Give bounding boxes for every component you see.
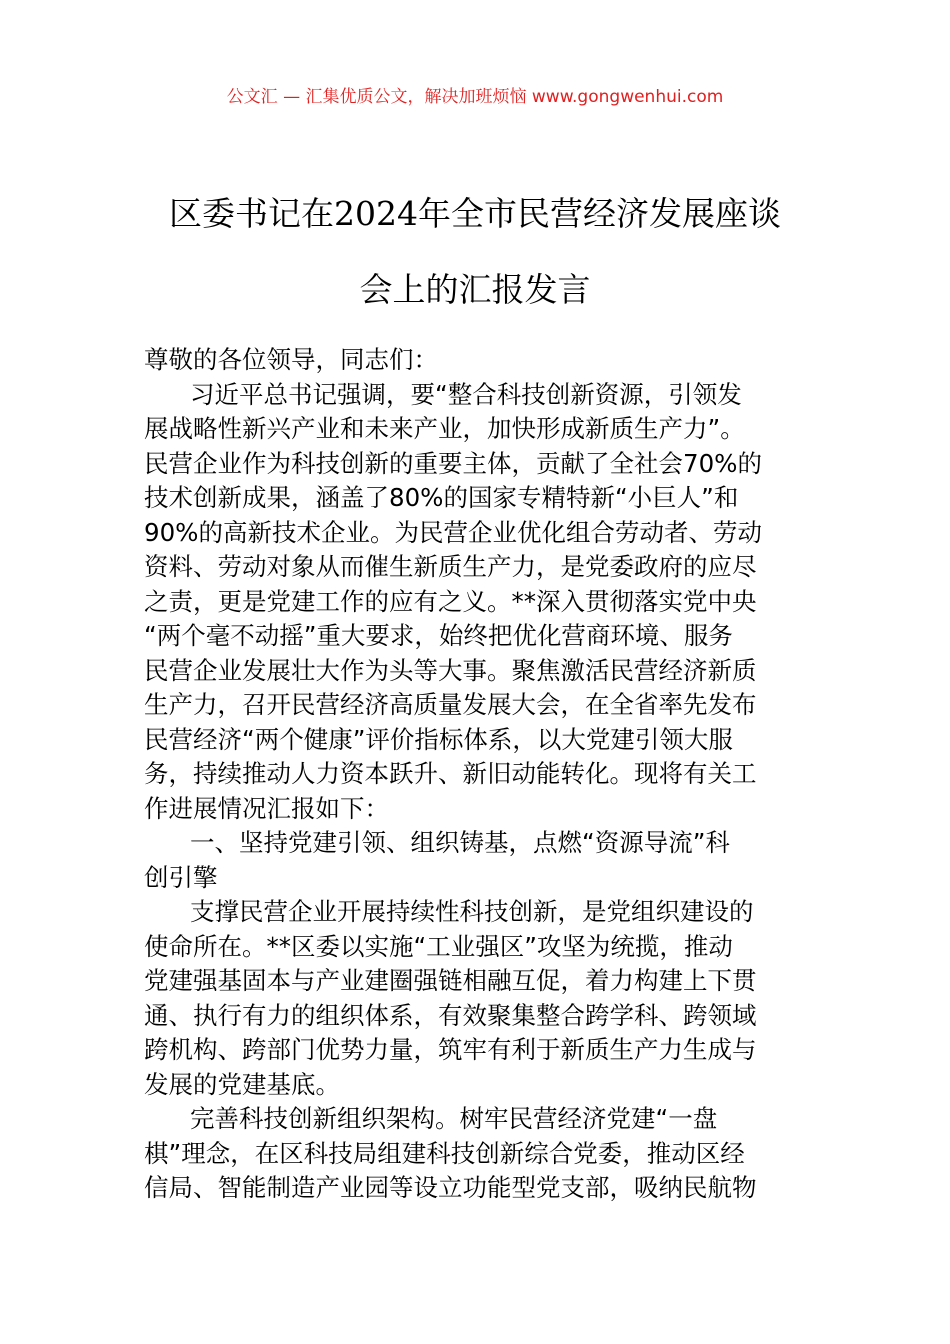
document-title xyxy=(140,176,810,328)
paragraph-line: 资料、劳动对象从而催生新质生产力，是党委政府的应尽 xyxy=(144,552,757,581)
paragraph-line: 民营企业作为科技创新的重要主体，贡献了全社会70%的 xyxy=(144,448,762,478)
paragraph-line: 支撑民营企业开展持续性科技创新，是党组织建设的 xyxy=(190,897,754,926)
paragraph-line: 完善科技创新组织架构。树牢民营经济党建“一盘 xyxy=(190,1104,718,1133)
paragraph-line: 民营经济“两个健康”评价指标体系，以大党建引领大服 xyxy=(144,724,733,754)
paragraph-line: 习近平总书记强调，要“整合科技创新资源，引领发 xyxy=(190,379,742,409)
paragraph-line: 之责，更是党建工作的应有之义。**深入贯彻落实党中央 xyxy=(144,586,757,616)
paragraph-line: 发展的党建基底。 xyxy=(144,1069,340,1099)
paragraph-line: 90%的高新技术企业。为民营企业优化组合劳动者、劳动 xyxy=(144,517,762,547)
paragraph-line: 信局、智能制造产业园等设立功能型党支部，吸纳民航物 xyxy=(144,1173,757,1202)
paragraph-line: 技术创新成果，涵盖了80%的国家专精特新“小巨人”和 xyxy=(144,483,739,512)
paragraph-line: 生产力，召开民营经济高质量发展大会，在全省率先发布 xyxy=(144,690,757,719)
title-line-1: 区委书记在2024年全市民营经济发展座谈 xyxy=(169,194,781,233)
paragraph-line: 党建强基固本与产业建圈强链相融互促，着力构建上下贯 xyxy=(144,966,757,995)
paragraph-line: 使命所在。**区委以实施“工业强区”攻坚为统揽，推动 xyxy=(144,931,733,961)
title-line-2: 会上的汇报发言 xyxy=(359,270,591,309)
paragraph-line: 通、执行有力的组织体系，有效聚集整合跨学科、跨领域 xyxy=(144,1000,757,1030)
header-banner: 公文汇 — 汇集优质公文，解决加班烦恼 www.gongwenhui.com xyxy=(226,87,724,107)
paragraph-line: “两个毫不动摇”重大要求，始终把优化营商环境、服务 xyxy=(144,621,733,650)
paragraph-line: 展战略性新兴产业和未来产业，加快形成新质生产力”。 xyxy=(144,414,745,443)
section-heading-line: 一、坚持党建引领、组织铸基，点燃“资源导流”科 xyxy=(190,828,730,857)
paragraph-line: 跨机构、跨部门优势力量，筑牢有利于新质生产力生成与 xyxy=(144,1035,757,1064)
paragraph-line: 务，持续推动人力资本跃升、新旧动能转化。现将有关工 xyxy=(144,759,757,788)
section-heading-line: 创引擎 xyxy=(144,862,218,892)
salutation: 尊敬的各位领导，同志们： xyxy=(144,345,438,374)
document-body xyxy=(144,343,808,1206)
paragraph-line: 棋”理念，在区科技局组建科技创新综合党委，推动区经 xyxy=(144,1138,745,1168)
paragraph-line: 作进展情况汇报如下： xyxy=(144,793,389,823)
paragraph-line: 民营企业发展壮大作为头等大事。聚焦激活民营经济新质 xyxy=(144,655,757,685)
